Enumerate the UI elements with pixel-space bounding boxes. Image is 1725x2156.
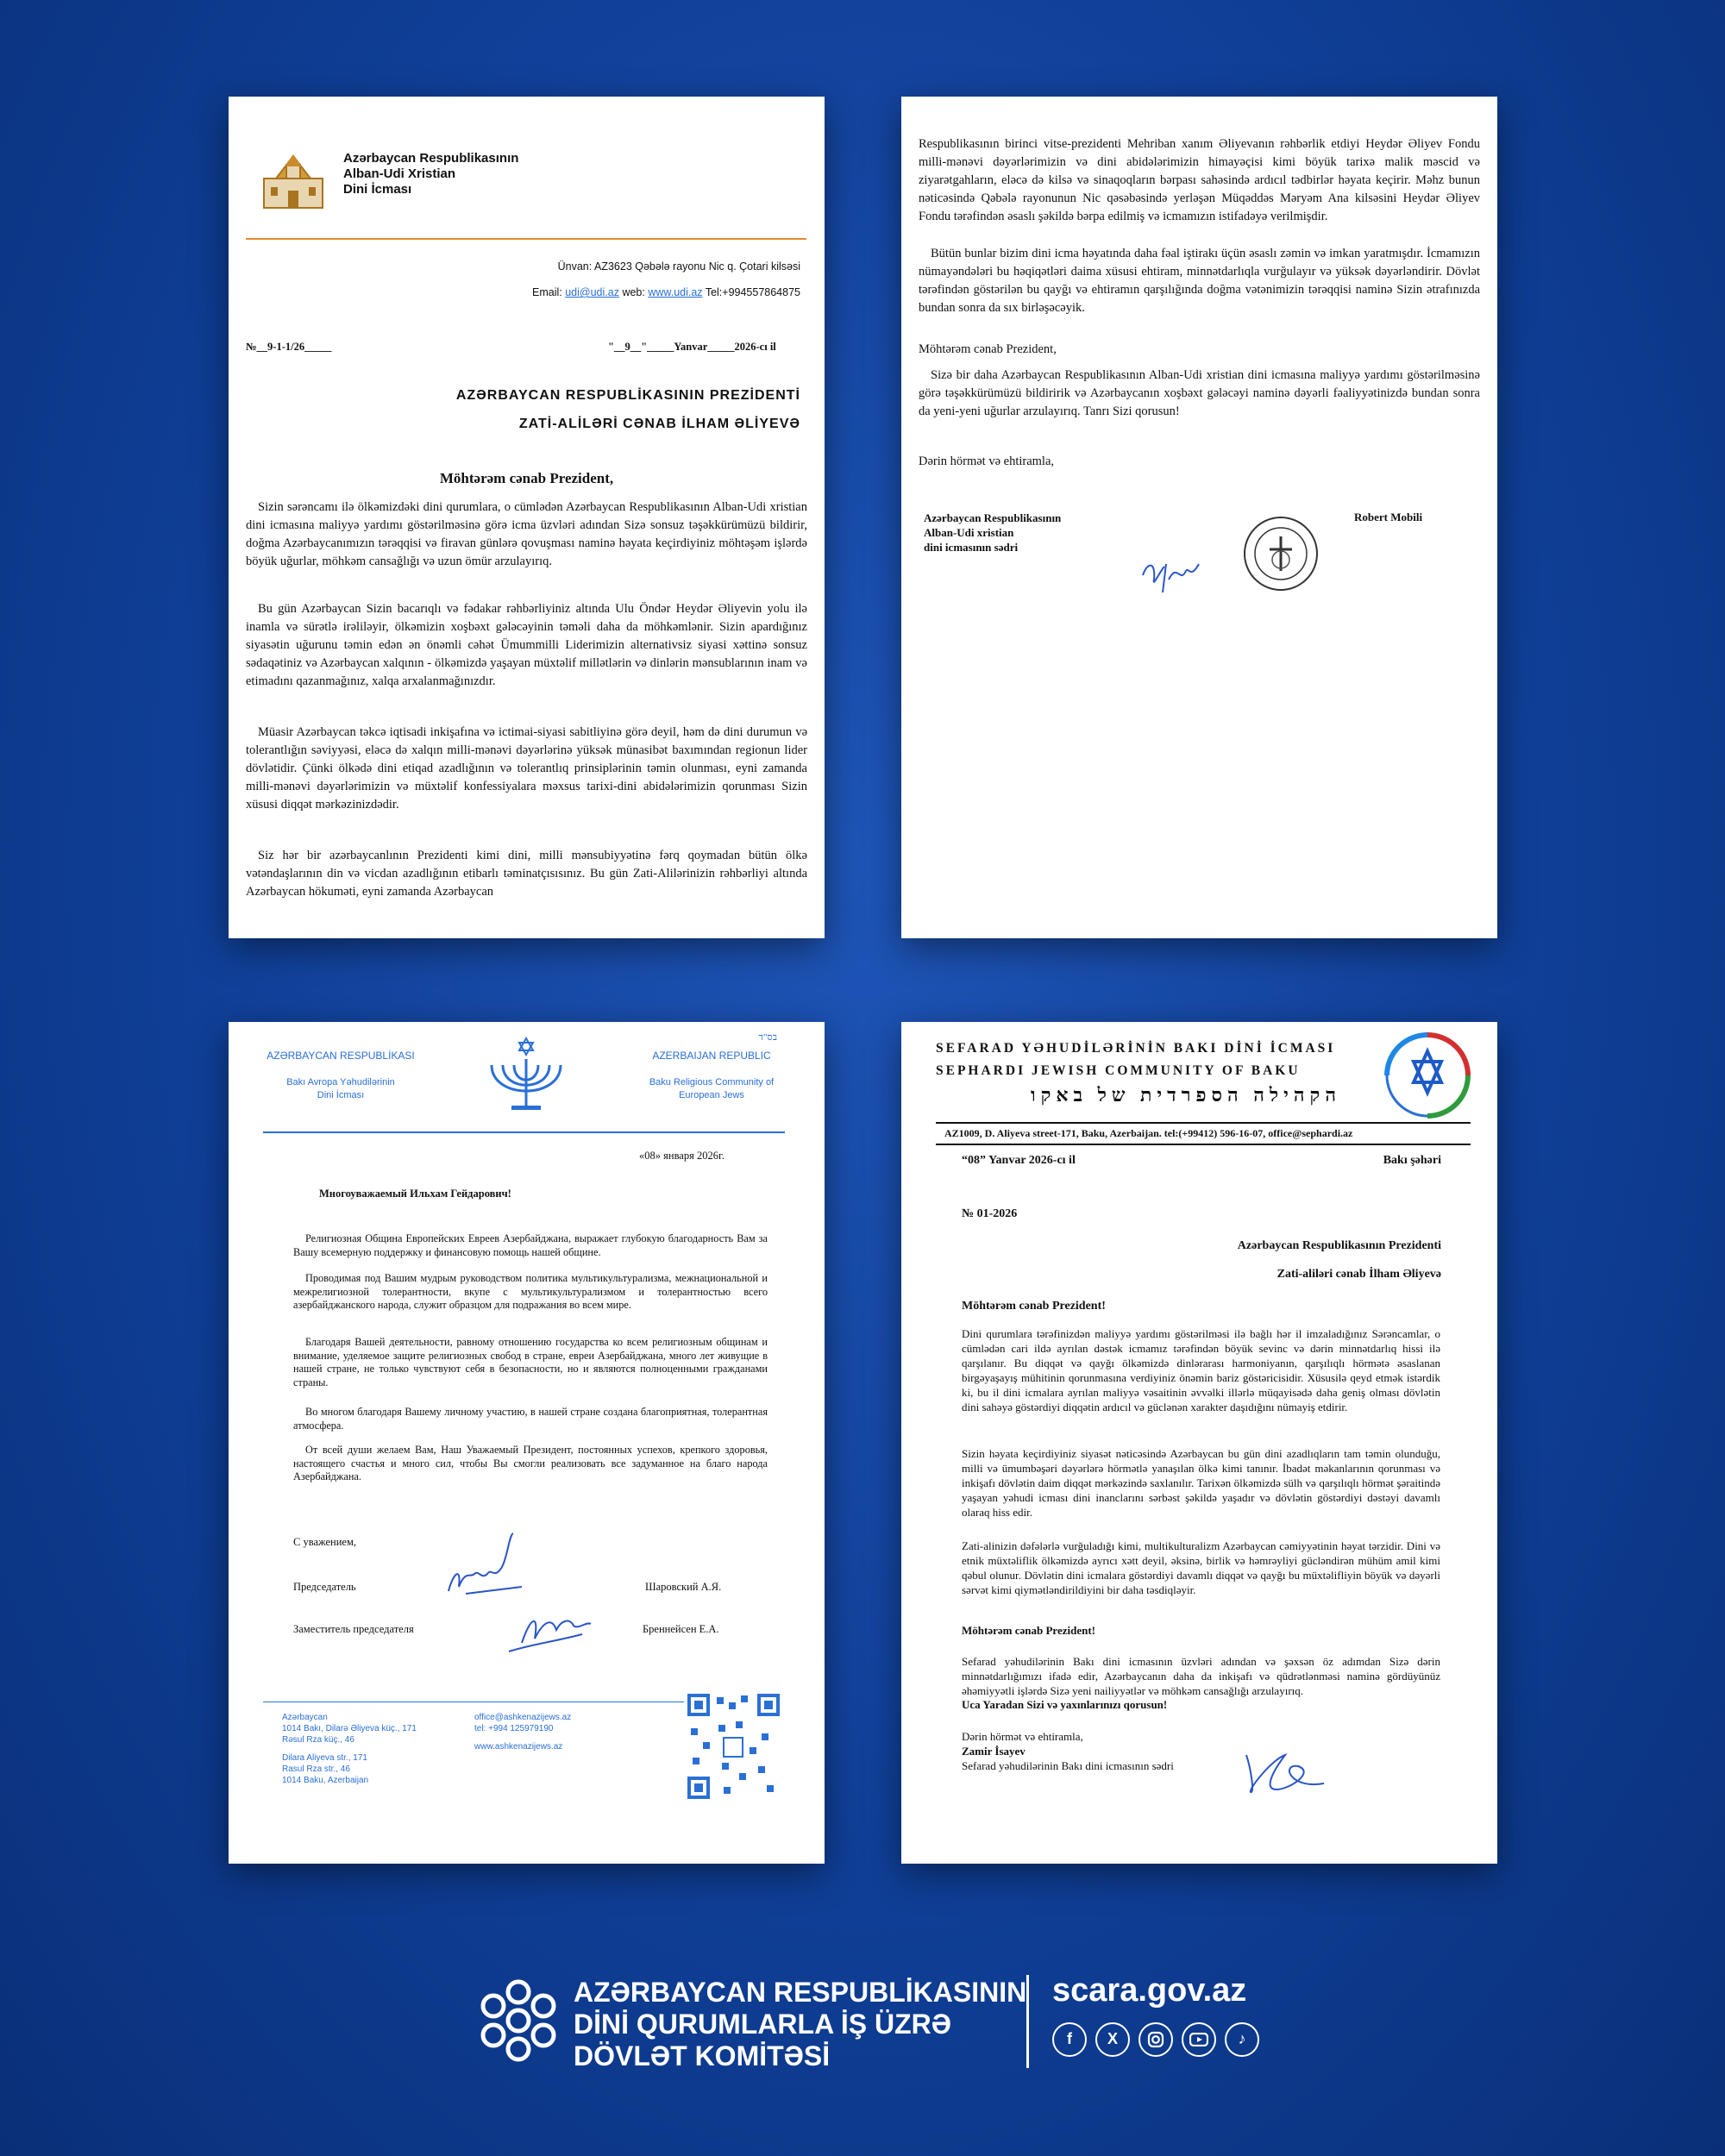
salutation: Möhtərəm cənab Prezident! xyxy=(962,1300,1106,1313)
signer-name: Robert Mobili xyxy=(1354,511,1423,523)
letter-alban-udi-page-2 xyxy=(901,97,1497,938)
community-title-he: הקהילה הספרדית של באקו xyxy=(1030,1084,1341,1106)
letter-ashkenazi-community xyxy=(229,1022,825,1864)
letter-date: «08» января 2026г. xyxy=(639,1150,724,1162)
community-title-az: SEFARAD YƏHUDİLƏRİNİN BAKI DİNİ İCMASI xyxy=(936,1041,1336,1056)
salutation-2: Möhtərəm cənab Prezident! xyxy=(962,1624,1095,1637)
web-link[interactable]: www.udi.az xyxy=(648,286,703,298)
qr-code[interactable] xyxy=(684,1690,783,1802)
salutation: Möhtərəm cənab Prezident, xyxy=(439,470,614,486)
paragraph-1: Respublikasının birinci vitse-prezidenti Mehriban xanım Əliyevanın rəhbərlik etdiyi Heydər Əliyev Fondu milli-mənəvi dəyərlərimizin və dini abidələrimizin himayəçisi kimi böyük tarixə malik məscid və ziyarətgahların, eləcə də kilsə və sinaqoqların bərpası sahəsində ardıcıl tədbirlər həyata keçirir. Məhz bunun nəticəsində Qəbələ rayonunun Nic qəsəbəsində yerləşən Müqəddəs Məryəm Ana kilsəsini Heydər Əliyev Fondu tərəfindən əsaslı şəkildə bərpa edilmiş və icmamızın istifadəyə verilmişdir. xyxy=(919,137,1480,223)
paragraph-4: Во многом благодаря Вашему личному участию, в нашей стране создана благоприятная, толерантная атмосфера. xyxy=(293,1406,768,1432)
paragraph-2: Проводимая под Вашим мудрым руководством политика мультикультурализма, межнациональной и межрелигиозной толерантности, вкупе с мультикультурализмом и толерантностью всего азербайджанского народа, служит образцом для подражания во всем мире. xyxy=(293,1272,768,1311)
header-left-title: AZƏRBAYCAN RESPUBLİKASI xyxy=(267,1050,415,1062)
paragraph-4: Sefarad yəhudilərinin Bakı dini icmasının üzvləri adından və şəxsən öz adımdan Sizə dərin minnətdarlığımızı ifadə edir, Azərbaycanın daha da inkişafı və qüdrətlənməsi naminə gördüyünüz əhəmiyyətli işlərdə Sizə yeni nailiyyətlər və möhkəm cansağlığı arzulayırıq. xyxy=(962,1655,1440,1697)
blessing: Uca Yaradan Sizi və yaxınlarınızı qorusun! xyxy=(962,1698,1168,1711)
paragraph-2: Bu gün Azərbaycan Sizin bacarıqlı və fədakar rəhbərliyiniz altında Ulu Öndər Heydər Əliyevin yolu ilə inamla və sürətlə irəliləyir, ölkəmizin xoşbəxt gələcəyinin təməli daha da möhkəmlənir. Sizin apardığınız siyasətin uğurunu təmin edən ən önəmli cəhət Ümummilli Liderimizin alternativsiz siyasi xəttinə sonsuz sədaqətiniz və Azərbaycan xalqının - ölkəmizdə yaşayan müxtəlif millətlərin və dinlərin mənsublarının inam və etimadını qazanmağınız, xalqa arxalanmağınızdır. xyxy=(246,602,807,688)
church-logo-icon xyxy=(259,153,328,210)
salutation: Многоуважаемый Ильхам Гейдарович! xyxy=(319,1188,511,1200)
recipient-2: Zati-aliləri cənab İlham Əliyevə xyxy=(1276,1268,1441,1281)
signer-title: Azərbaycan Respublikasının Alban-Udi xristian dini icmasının sədri xyxy=(924,511,1062,554)
signature-isayev xyxy=(1238,1742,1333,1802)
committee-name: AZƏRBAYCAN RESPUBLİKASININ DİNİ QURUMLARLA İŞ ÜZRƏ DÖVLƏT KOMİTƏSİ xyxy=(574,1977,1027,2071)
header-divider xyxy=(936,1122,1471,1124)
recipient-heading-1: AZƏRBAYCAN RESPUBLİKASININ PREZİDENTİ xyxy=(455,388,800,403)
facebook-icon[interactable]: f xyxy=(1052,2022,1087,2057)
sephardi-emblem-icon xyxy=(1384,1032,1471,1119)
paragraph-2: Bütün bunlar bizim dini icma həyatında daha fəal iştirakı üçün əsaslı zəmin və imkan yaratmışdır. İcmamızın nümayəndələri bu həqiqətləri daima xüsusi ehtiram, minnətdarlıqla vurğulayır və yüksək dəyərləndirir. Dövlət tərəfindən göstərilən bu qayğı və ehtiramın qarşılığında doğma vətənimizin tərəqqisi naminə Sizin ətrafınızda bundan sonra da sıx birləşəcəyik. xyxy=(919,247,1480,315)
footer-email[interactable]: office@ashkenazijews.az xyxy=(474,1713,572,1722)
footer-website[interactable]: www.ashkenazijews.az xyxy=(474,1742,563,1752)
paragraph-1: Dini qurumlara tərəfinizdən maliyyə yardımı göstərilməsi ilə bağlı hər il imzaladığınız Sərəncamlar, o cümlədən cari ildə ayrılan dəstək icmamız tərəfindən böyük sevinc və dərin minnətdarlıq hissi ilə qarşılanır. Bu diqqət və qayğı ölkəmizdə dinlərarası harmoniyanın, qarşılıqlı hörmətə əsaslanan birgəyaşayış mühitinin qorunmasına verdiyiniz önəmin bariz göstəricisidir. Xüsusilə qeyd etmək istərdik ki, bu il dini icmalara ayrılan maliyyə vəsaitinin əvvəlki illərlə müqayisədə daha geniş olması dövlətin dini sahəyə göstərdiyi diqqətin ardıcıl və güclənən xarakter daşıdığını nümayiş etdirir. xyxy=(962,1327,1440,1413)
letter-number: №__9-1-1/26_____ xyxy=(246,341,332,353)
paragraph-3: Müasir Azərbaycan təkcə iqtisadi inkişafına və ictimai-siyasi sabitliyinə görə deyil, həm də dini durumun və tolerantlığın səviyyəsi, eləcə də xalqın milli-mənəvi dəyərlərinə yüksək münasibət baxımından regionun lider dövlətidir. Çünki ölkədə dini etiqad azadlığının və tolerantlıq prinsiplərinin təmin olunması, eyni zamanda milli-mənəvi dəyərlərimizin və müxtəlif konfessiyalara məxsus tarixi-dini abidələrimizin qorunması Sizin xüsusi diqqət mərkəzinizdədir. xyxy=(246,725,807,812)
paragraph-1: Религиозная Община Европейских Евреев Азербайджана, выражает глубокую благодарность Вам за Вашу всемерную поддержку и финансовую помощь нашей общине. xyxy=(293,1232,768,1258)
signature-block: Dərin hörmət və ehtiramla, Zamir İsayev Sefarad yəhudilərinin Bakı dini icmasının sədri xyxy=(962,1730,1174,1772)
address: Ünvan: AZ3623 Qəbələ rayonu Nic q. Çotari kilsəsi xyxy=(557,260,800,273)
community-title-en: SEPHARDI JEWISH COMMUNITY OF BAKU xyxy=(936,1063,1301,1078)
paragraph-3: Zati-alinizin dəfələrlə vurğuladığı kimi, multikulturalizm Azərbaycan cəmiyyətinin həyat tərzidir. Dini və etnik müxtəliflik ölkəmizdə ayrıcı xətt deyil, əksinə, birlik və həmrəyliyi gücləndirən mühüm amil kimi qəbul olunur. Dövlətin dini icmalara göstərdiyi davamlı diqqət və qayğı bu müxtəlifliyin böyük və dəyərli sərvət kimi qiymətləndirildiyini bir daha təsdiqləyir. xyxy=(962,1539,1440,1596)
paragraph-2: Sizin həyata keçirdiyiniz siyasət nəticəsində Azərbaycan bu gün dini azadlıqların tam təmin olunduğu, milli və ümumbəşəri dəyərlərə hörmətlə yanaşılan ölkə kimi tanınır. İbadət məkanlarının qorunması və inkişafı dövlətin daim diqqət mərkəzində saxlanılır. Tarixən ölkəmizdə sülh və qarşılıqlı hörmət şəraitində yaşayan yəhudi icması dini inanclarını sərbəst şəkildə yaşadır və dövlətin göstərdiyi dəstəyi davamlı olaraq hiss edir. xyxy=(962,1447,1440,1519)
bsd-mark: בס"ד xyxy=(758,1032,777,1043)
address-line: AZ1009, D. Aliyeva street-171, Baku, Azerbaijan. tel:(+99412) 596-16-07, office@sephardi.az xyxy=(944,1127,1353,1139)
paragraph-1: Sizin sərəncamı ilə ölkəmizdəki dini qurumlara, o cümlədən Azərbaycan Respublikasının Alban-Udi xristian dini icmasına maliyyə yardımı göstərilməsinə görə icma üzvləri adından Sizə sonsuz təşəkkürümüzü bildirir, doğma Azərbaycanımızın tərəqqisi və firavan günlərə qovuşması naminə həyata keçirdiyiniz möhtəşəm işlərdə böyük uğurlar, möhkəm cansağlığı və uzun ömür arzulayırıq. xyxy=(246,500,807,568)
scara-logo-icon xyxy=(473,1975,564,2066)
paragraph-3: Möhtərəm cənab Prezident, xyxy=(919,342,1057,356)
name-chairman: Шаровский А.Я. xyxy=(645,1581,722,1593)
letter-alban-udi-page-1 xyxy=(229,97,825,938)
letter-sephardi-community xyxy=(901,1022,1497,1864)
header-divider xyxy=(263,1131,785,1133)
footer-address: Azərbaycan 1014 Bakı, Dilarə Əliyeva küç., 171 Rəsul Rza küç., 46 Dilara Aliyeva str., 171 Rasul Rza str., 46 1014 Baku, Azerbaijan xyxy=(282,1713,417,1785)
paragraph-4: Siz hər bir azərbaycanlının Prezidenti kimi dini, milli mənsubiyyətinə fərq qoymadan bütün ölkə vətəndaşlarının din və vicdan azadlığının etibarlı təminatçısısınız. Bu gün Zati-Alilərinizin rəhbərliyi altında Azərbaycan hökuməti, eyni zamanda Azərbaycan xyxy=(246,849,807,899)
header-right-title: AZERBAIJAN REPUBLIC xyxy=(652,1050,771,1062)
header-right-subtitle: Baku Religious Community of European Jews xyxy=(649,1077,775,1100)
header-left-subtitle: Bakı Avropa Yəhudilərinin Dini İcması xyxy=(286,1077,395,1100)
x-icon[interactable]: X xyxy=(1095,2022,1130,2057)
letter-date: “08” Yanvar 2026-cı il xyxy=(962,1154,1076,1167)
contact-line: Email: udi@udi.az web: www.udi.az Tel:+994557864875 xyxy=(532,286,800,298)
seal-stamp xyxy=(1242,515,1320,592)
signature-mobili xyxy=(1138,545,1208,597)
email-link[interactable]: udi@udi.az xyxy=(565,286,619,298)
footer-contacts: office@ashkenazijews.az tel: +994 125979190 www.ashkenazijews.az xyxy=(474,1713,572,1752)
recipient-heading-2: ZATİ-ALİLƏRİ CƏNAB İLHAM ƏLİYEVƏ xyxy=(518,417,800,431)
website-link[interactable]: scara.gov.az xyxy=(1052,1972,1247,2009)
name-deputy: Бреннейсен Е.А. xyxy=(643,1623,719,1635)
letter-date: "__9__"_____Yanvar_____2026-cı il xyxy=(608,341,776,353)
paragraph-3: Благодаря Вашей деятельности, равному отношению государства ко всем религиозным общинам и внимание, уделяемое защите религиозных свобод в стране, евреи Азербайджана, много лет живущие в нашей стране, не только чувствуют себя в безопасности, но и являются полноценными гражданами страны. xyxy=(293,1336,768,1388)
letter-number: № 01-2026 xyxy=(962,1207,1018,1220)
youtube-icon[interactable] xyxy=(1182,2022,1216,2057)
instagram-icon[interactable] xyxy=(1138,2022,1173,2057)
paragraph-4: Sizə bir daha Azərbaycan Respublikasının Alban-Udi xristian dini icmasına maliyyə yardımı göstərilməsinə görə təşəkkürümüzü bildiririk və Azərbaycanın xoşbəxt gələcəyi naminə dəyərli fəaliyyətinizdə bundan sonra da yeni-yeni uğurlar arzulayırıq. Tanrı Sizi qorusun! xyxy=(919,368,1480,418)
menorah-logo-icon xyxy=(479,1035,574,1121)
tiktok-icon[interactable]: ♪ xyxy=(1225,2022,1259,2057)
role-chairman: Председатель xyxy=(293,1581,356,1593)
closing: Dərin hörmət və ehtiramla, xyxy=(919,454,1055,468)
recipient-1: Azərbaycan Respublikasının Prezidenti xyxy=(1237,1239,1441,1252)
letter-city: Bakı şəhəri xyxy=(1383,1154,1441,1167)
role-deputy: Заместитель председателя xyxy=(293,1623,414,1635)
signature-deputy xyxy=(505,1591,599,1660)
header-divider xyxy=(246,238,806,240)
org-name: Azərbaycan Respublikasının Alban-Udi Xristian Dini İcması xyxy=(343,151,519,197)
paragraph-5: От всей души желаем Вам, Наш Уважаемый Президент, постоянных успехов, крепкого здоровья, настоящего счастья и много сил, чтобы Вы смогли реализовать все задуманное на благо народа Азербайджана. xyxy=(293,1444,768,1482)
footer-divider xyxy=(1026,1975,1029,2068)
regards: С уважением, xyxy=(293,1536,356,1548)
header-divider-2 xyxy=(936,1144,1471,1145)
